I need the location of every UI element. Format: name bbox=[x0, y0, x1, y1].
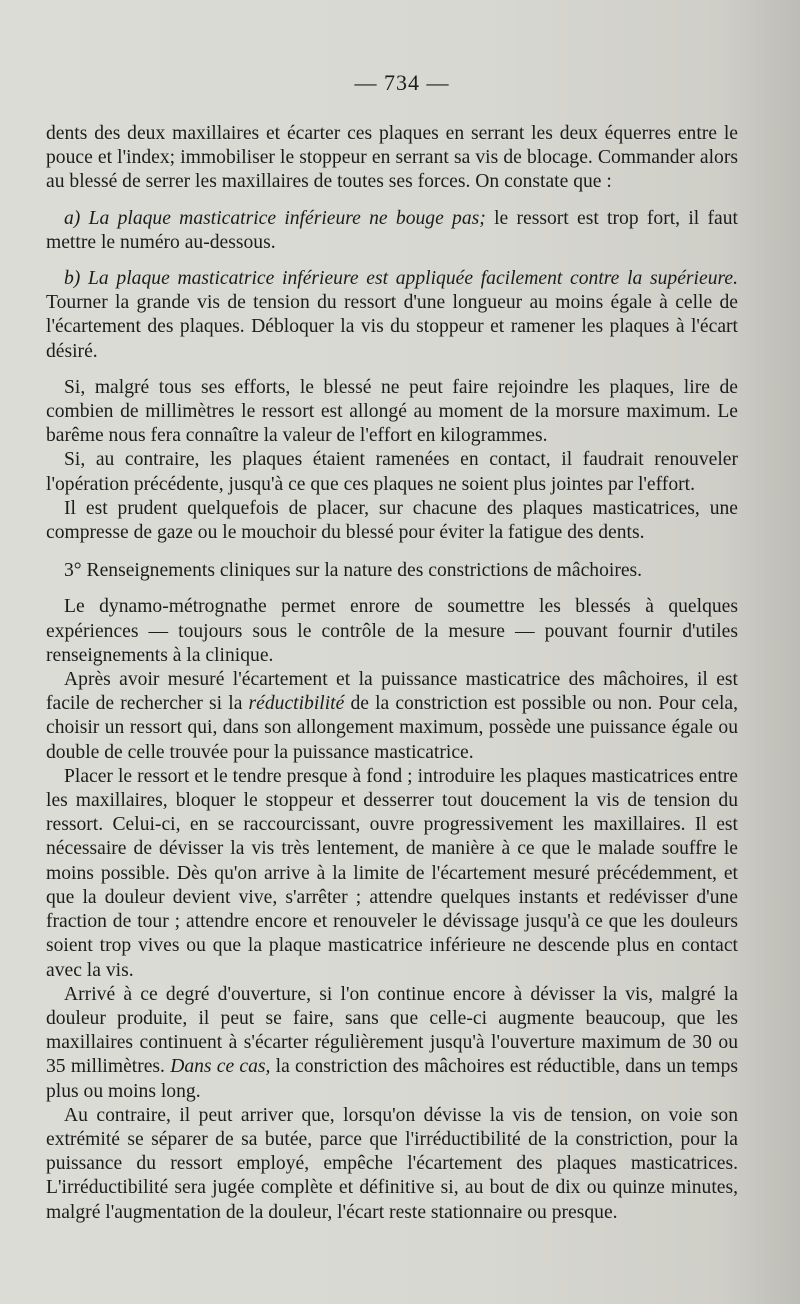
paragraph-dynamometrognathe bbox=[46, 595, 738, 668]
paragraph-effort-reading bbox=[46, 376, 738, 449]
text-run: Si, malgré tous ses efforts, le blessé ne peut faire rejoindre les plaques, lire de combien de millimètres le ressort est allongé au moment de la morsure maximum. Le barême nous fera connaître la valeur de l'effort en kilogrammes. bbox=[46, 376, 738, 447]
paragraph-case-b bbox=[46, 267, 738, 364]
italic-run: Dans ce cas, bbox=[170, 1056, 271, 1078]
text-run: de la constriction est possible ou non. Pour cela, choisir un ressort qui, dans son allongement maximum, possède une puissance égale ou double de celle trouvée pour la puissance masticatrice. bbox=[46, 693, 738, 763]
paragraph-case-a bbox=[46, 207, 738, 255]
page-number: — 734 — bbox=[354, 70, 450, 95]
text-run: Il est prudent quelquefois de placer, sur chacune des plaques masticatrices, une compresse de gaze ou le mouchoir du blessé pour éviter la fatigue des dents. bbox=[46, 497, 738, 544]
italic-run: b) bbox=[64, 268, 89, 290]
text-run: le ressort est trop fort, il faut mettre le numéro au-dessous. bbox=[46, 207, 738, 253]
italic-run: réductibilité bbox=[248, 693, 345, 715]
paragraph-intro bbox=[46, 122, 738, 195]
text-run: Au contraire, il peut arriver que, lorsqu'on dévisse la vis de tension, on voie son extrémité se séparer de sa butée, parce que l'irréductibilité de la constriction, pour la puissance du ressort employé, empêche l'écartement des plaques masticatrices. L'irréductibilité sera jugée complète et définitive si, au bout de dix ou quinze minutes, malgré l'augmentation de la douleur, l'écart reste stationnaire ou presque. bbox=[46, 1104, 738, 1223]
text-run: Arrivé à ce degré d'ouverture, si l'on continue encore à dévisser la vis, malgré la douleur produite, il peut se faire, sans que celle-ci augmente beaucoup, que les maxillaires continuent à s'écarter régulièrement jusqu'à l'ouverture maximum de 30 ou 35 millimètres. bbox=[46, 983, 738, 1078]
paragraph-irreducible-case bbox=[46, 1104, 738, 1225]
text-run: Placer le ressort et le tendre presque à fond ; introduire les plaques masticatrices entre les maxillaires, bloquer le stoppeur et desserrer tout doucement la vis de tension du ressort. Celui-ci, en se raccourcissant, ouvre progressivement les maxillaires. Il est nécessaire de dévisser la vis très lentement, de manière à ce que le malade souffre le moins possible. Dès qu'on arrive à la limite de l'écartement mesuré précédemment, et que la douleur devient vive, s'arrêter ; attendre quelques instants et redévisser d'une fraction de tour ; attendre encore et renouveler le dévissage jusqu'à ce que les douleurs soient trop vives ou que la plaque masticatrice inférieure ne descende plus en contact avec la vis. bbox=[46, 765, 738, 981]
text-run: dents des deux maxillaires et écarter ces plaques en serrant les deux équerres entre le pouce et l'index; immobiliser le stoppeur en serrant sa vis de blocage. Commander alors au blessé de serrer les maxillaires de toutes ses forces. On constate que : bbox=[46, 123, 738, 193]
italic-run: La plaque masticatrice inférieure ne bouge pas; bbox=[88, 207, 486, 229]
paragraph-reductibility bbox=[46, 668, 738, 765]
paragraph-compress bbox=[46, 497, 738, 545]
paragraph-reducible-case bbox=[46, 983, 738, 1104]
body-text bbox=[46, 122, 738, 1225]
paragraph-contact bbox=[46, 448, 738, 496]
text-run: Tourner la grande vis de tension du ressort d'une longueur au moins égale à celle de l'écartement des plaques. Débloquer la vis du stoppeur et ramener les plaques à l'écart désiré. bbox=[46, 292, 738, 362]
text-run: Après avoir mesuré l'écartement et la puissance masticatrice des mâchoires, il est facile de rechercher si la bbox=[46, 669, 738, 715]
text-run: Si, au contraire, les plaques étaient ramenées en contact, il faudrait renouveler l'opération précédente, jusqu'à ce que ces plaques ne soient plus jointes par l'effort. bbox=[46, 449, 738, 495]
italic-run: La plaque masticatrice inférieure est appliquée facilement contre la supérieure. bbox=[88, 268, 738, 290]
text-run: 3° Renseignements cliniques sur la nature des constrictions de mâchoires. bbox=[64, 560, 643, 582]
paragraph-procedure bbox=[46, 765, 738, 983]
section-heading bbox=[46, 559, 738, 583]
italic-run: a) bbox=[64, 207, 89, 229]
text-run: la constriction des mâchoires est réductible, dans un temps plus ou moins long. bbox=[46, 1056, 739, 1102]
text-run: Le dynamo-métrognathe permet enrore de soumettre les blessés à quelques expériences — toujours sous le contrôle de la mesure — pouvant fournir d'utiles renseignements à la clinique. bbox=[46, 596, 738, 666]
